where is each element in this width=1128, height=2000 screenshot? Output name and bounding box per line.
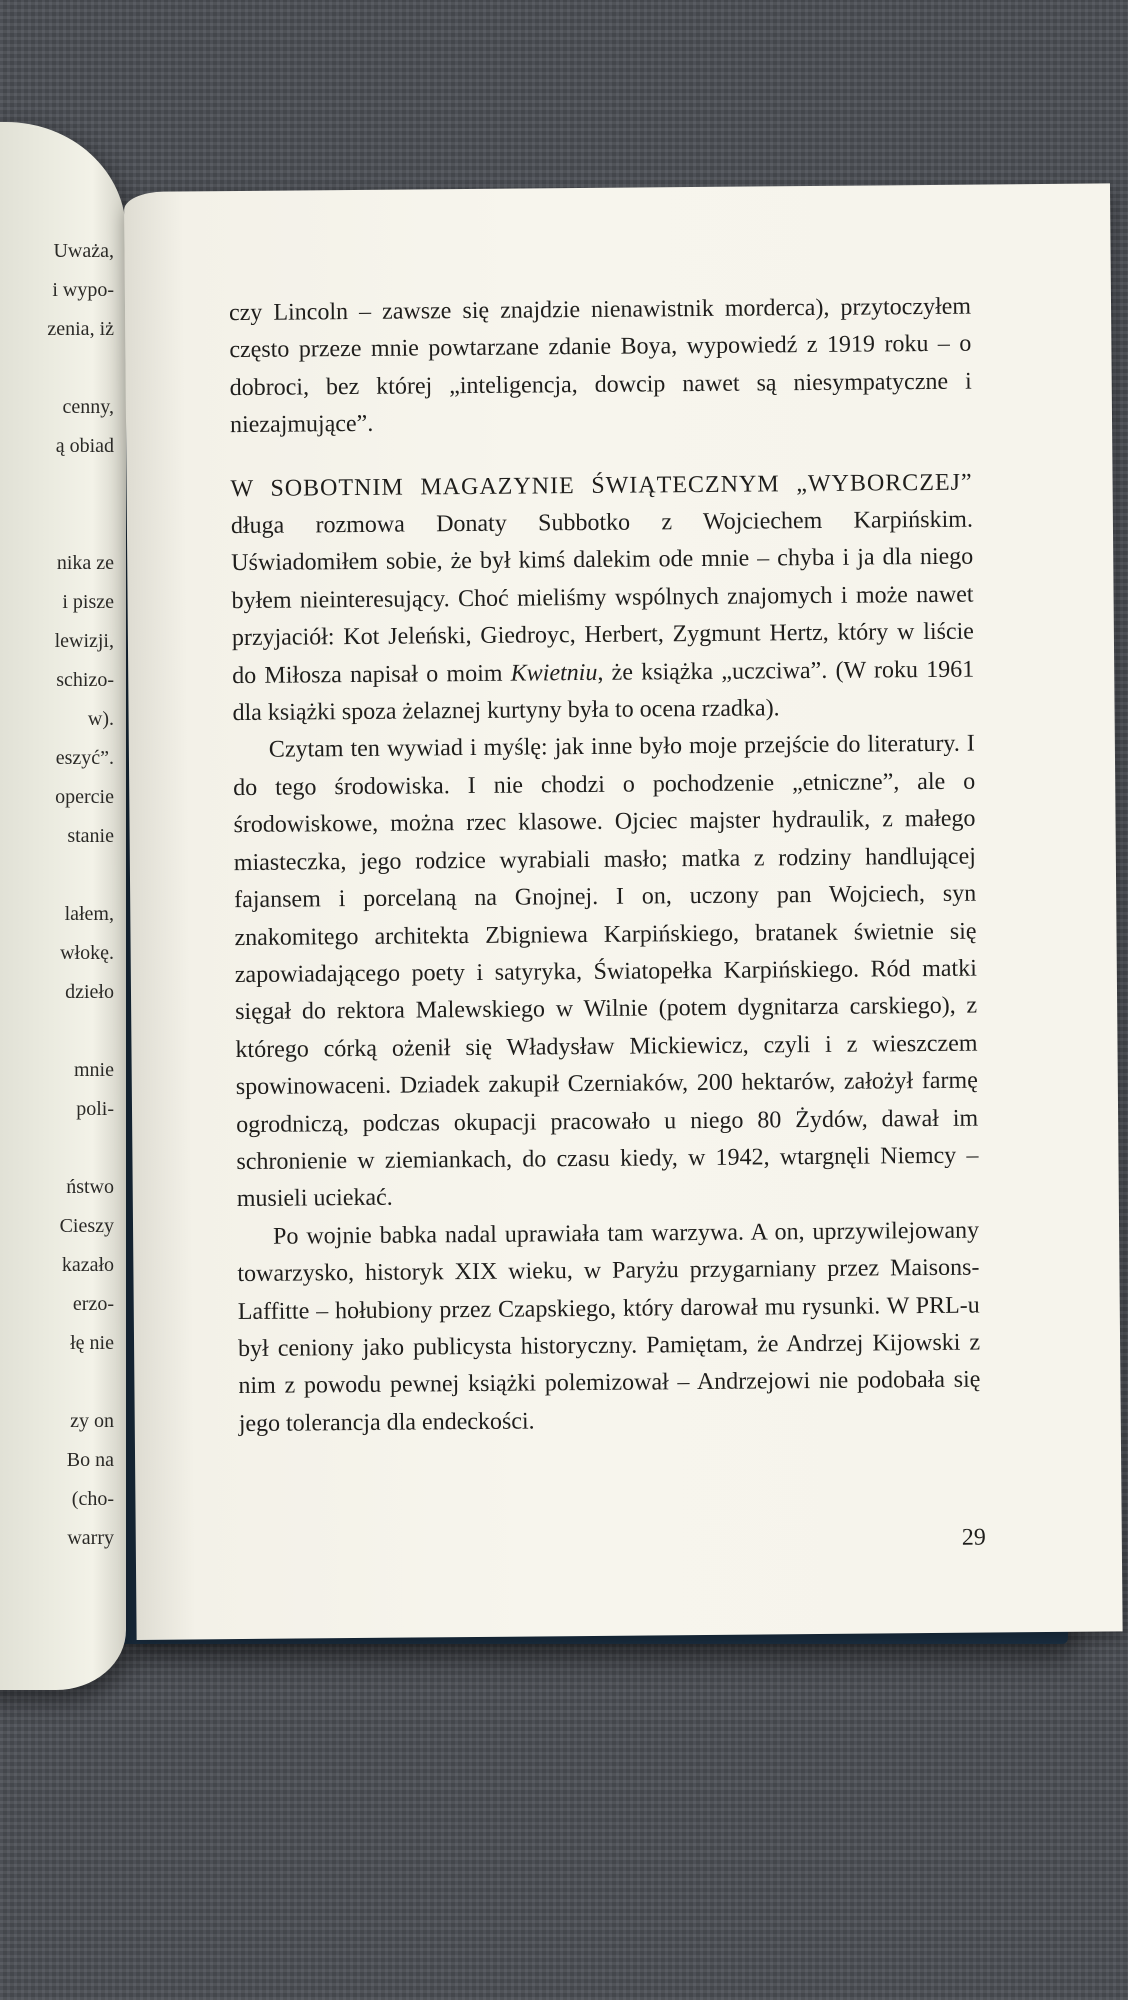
left-page-line: schizo-	[56, 669, 114, 691]
left-page-line: w).	[87, 708, 114, 730]
left-page-line: zenia, iż	[47, 318, 114, 340]
left-page-line: kazało	[61, 1254, 114, 1276]
paragraph-2-text-b: , że książka „uczciwa”. (W roku 1961 dla książki spoza żelaznej kurtyny była to ocena rzadka).	[232, 656, 975, 727]
left-page-line: mnie	[74, 1059, 114, 1081]
paragraph-4: Po wojnie babka nadal uprawiała tam warzywa. A on, uprzywilejowany towarzysko, historyk XIX wieku, w Paryżu przygarniany przez Maisons-Laffitte – hołubiony przez Czapskiego, który darował mu rysunki. W PRL-u był ceniony jako publicysta historyczny. Pamiętam, że Andrzej Kijowski z nim z powodu pewnej książki polemizował – Andrzejowi nie podobała się jego tolerancja dla endeckości.	[237, 1217, 981, 1437]
left-page-line: i pisze	[62, 591, 114, 613]
book-title-italic: Kwietniu	[510, 659, 598, 687]
left-page-line	[0, 1129, 114, 1168]
left-page-line	[0, 1363, 114, 1402]
left-page-line: lałem,	[64, 903, 114, 925]
left-page-line: eszyć”.	[55, 747, 114, 769]
left-page-line: poli-	[76, 1098, 114, 1120]
left-page-line: i wypo-	[52, 279, 114, 301]
left-page-line: nika ze	[56, 552, 114, 574]
left-page-line: Cieszy	[59, 1215, 114, 1237]
left-page-line: erzo-	[72, 1293, 114, 1315]
left-page-text	[0, 232, 114, 1558]
left-page-line	[0, 349, 114, 388]
left-page-line: zy on	[70, 1410, 114, 1432]
left-page-line: ą obiad	[55, 435, 114, 457]
page-number: 29	[961, 1524, 986, 1551]
left-page-line: cenny,	[62, 396, 114, 418]
paragraph-3: Czytam ten wywiad i myślę: jak inne było moje przejście do literatury. I do tego środowiska. I nie chodzi o pochodzenie „etniczne”, ale o środowiskowe, można rzec klasowe. Ojciec majster hydraulik, z małego miasteczka, jego rodzice wyrabiali masło; matka z rodziny handlującej fajansem i porcelaną na Gnojnej. I on, uczony pan Wojciech, syn znakomitego architekta Zbigniewa Karpińskiego, bratanek świetnie się zapowiadającego poety i satyryka, Światopełka Karpińskiego. Ród matki sięgał do rektora Malewskiego w Wilnie (potem dygnitarza carskiego), z którego córką ożenił się Władysław Mickiewicz, czyli i z wieszczem spowinowaceni. Dziadek zakupił Czerniaków, 200 hektarów, założył farmę ogrodniczą, podczas okupacji pracowało u niego 80 Żydów, dawał im schronienie w ziemiankach, do czasu kiedy, w 1942, wtargnęli Niemcy – musieli uciekać.	[233, 731, 979, 1213]
left-page-line	[0, 1012, 114, 1051]
left-page-line: Uważa,	[53, 240, 114, 262]
left-page-line	[0, 505, 114, 544]
left-page-line: łę nie	[70, 1332, 114, 1354]
paragraph-2	[230, 464, 974, 732]
left-page-line: lewizji,	[54, 630, 114, 652]
left-page-line: dzieło	[65, 981, 114, 1003]
left-page-line: warry	[67, 1527, 114, 1549]
left-page-line: włokę.	[60, 942, 114, 964]
left-page-line: Bo na	[66, 1449, 114, 1471]
left-page	[0, 122, 126, 1690]
left-page-line: ństwo	[66, 1176, 114, 1198]
left-page-line	[0, 856, 114, 895]
right-page	[124, 183, 1123, 1640]
page-text	[229, 289, 981, 1444]
left-page-line: stanie	[67, 825, 114, 847]
paragraph-2-text-a: długa rozmowa Donaty Subbotko z Wojciechem Karpińskim. Uświadomiłem sobie, że był kimś dalekim ode mnie – chyba i ja dla niego byłem nieinteresujący. Choć mieliśmy wspólnych znajomych i może nawet przyjaciół: Kot Jeleński, Giedroyc, Herbert, Zygmunt Hertz, który w liście do Miłosza napisał o moim	[230, 506, 974, 689]
left-page-line: (cho-	[71, 1488, 114, 1510]
paragraph-1: czy Lincoln – zawsze się znajdzie nienawistnik morderca), przytoczyłem często przeze mnie powtarzane zdanie Boya, wypowiedź z 1919 roku – o dobroci, bez której „inteligencja, dowcip nawet są niesympatyczne i niezajmujące”.	[228, 293, 972, 439]
left-page-line	[0, 466, 114, 505]
left-page-line: opercie	[55, 786, 114, 808]
section-caps-lead: W SOBOTNIM MAGAZYNIE ŚWIĄTECZNYM „WYBORCZEJ”	[230, 469, 973, 502]
